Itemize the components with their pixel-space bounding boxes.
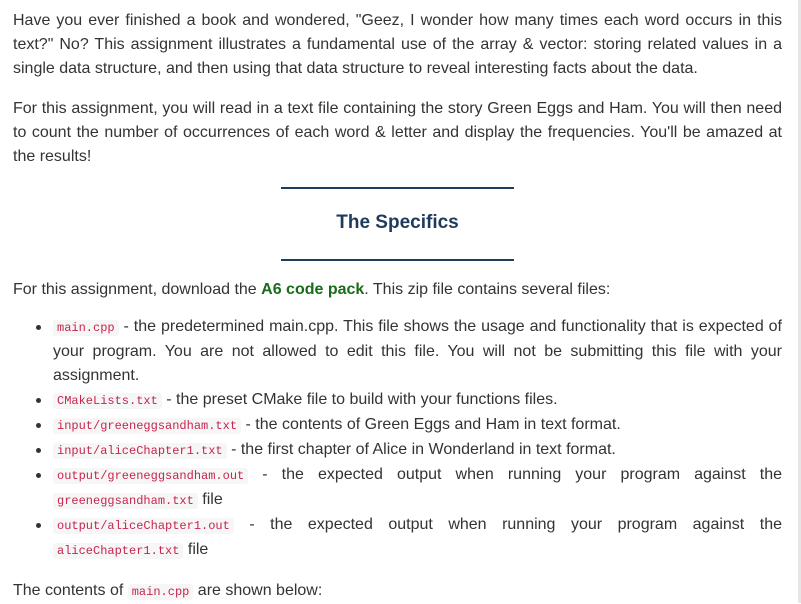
contents-suffix: are shown below: [193,582,323,599]
list-item [53,513,782,563]
file-code: input/greeneggsandham.txt [53,418,241,434]
download-prefix: For this assignment, download the [13,281,262,298]
contents-prefix: The contents of [13,582,128,599]
file-description-tail: file [183,541,209,558]
code-pack-link[interactable]: A6 code pack [261,281,365,298]
list-item [53,438,782,463]
section-divider-bottom [281,259,514,261]
file-description: - the contents of Green Eggs and Ham in text format. [241,416,621,433]
contents-code: main.cpp [128,584,194,600]
intro-paragraph: Have you ever finished a book and wondered, "Geez, I wonder how many times each word occurs in this text?" No? This assignment illustrates a fundamental use of the array & vector: storing related values in a single data structure, and then using that data structure to reveal interesting facts about the data. [13,12,782,77]
download-suffix: . This zip file contains several files: [364,281,611,298]
file-code: CMakeLists.txt [53,393,162,409]
file-code: output/greeneggsandham.out [53,468,248,484]
file-description: - the first chapter of Alice in Wonderland in text format. [226,441,616,458]
file-description: - the expected output when running your program against the [233,516,782,533]
file-code-secondary: aliceChapter1.txt [53,543,183,559]
file-description: - the expected output when running your program against the [248,466,782,483]
file-list [13,315,782,563]
contents-paragraph [13,579,782,604]
list-item [53,463,782,513]
overview-paragraph: For this assignment, you will read in a text file containing the story Green Eggs and Ham. You will then need to count the number of occurrences of each word & letter and display the frequencies. You'll be amazed at the results! [13,100,782,165]
file-code: input/aliceChapter1.txt [53,443,227,459]
file-code-secondary: greeneggsandham.txt [53,493,198,509]
file-description: - the predetermined main.cpp. This file shows the usage and functionality that is expected of your program. You are not allowed to edit this file. You will not be submitting this file with your assignment. [53,318,782,384]
list-item [53,388,782,413]
file-code: main.cpp [53,320,119,336]
list-item [53,315,782,388]
section-title: The Specifics [336,212,459,233]
section-divider-top [281,187,514,189]
file-code: output/aliceChapter1.out [53,518,234,534]
file-description-tail: file [197,491,223,508]
list-item [53,413,782,438]
download-paragraph [13,278,782,302]
file-description: - the preset CMake file to build with your functions files. [161,391,558,408]
